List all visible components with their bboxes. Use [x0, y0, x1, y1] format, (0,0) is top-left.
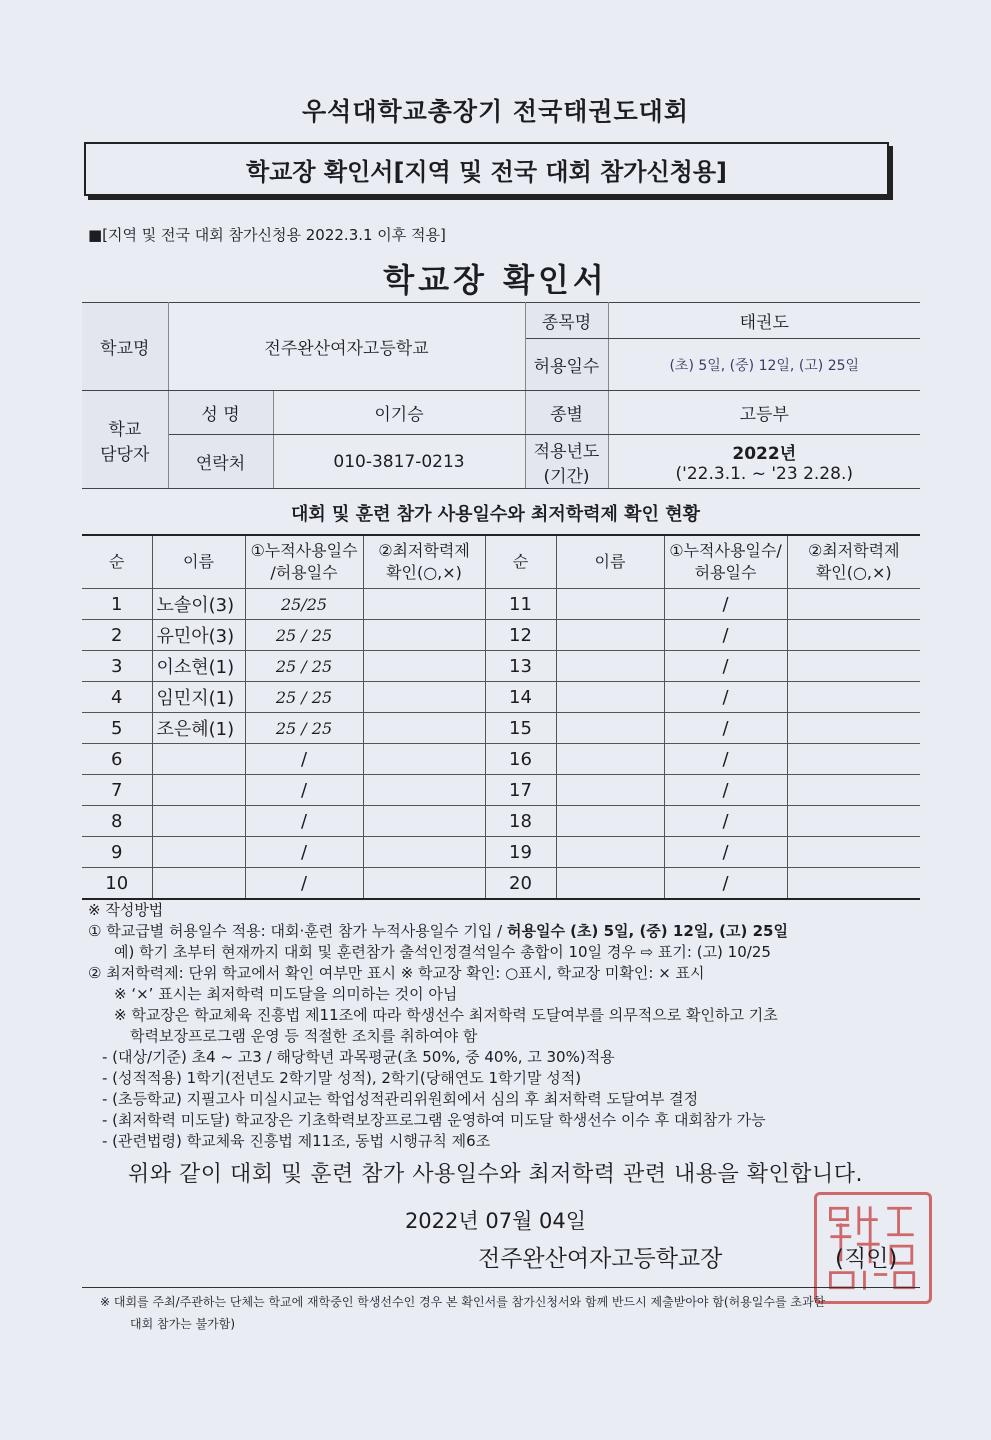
row-check-2	[787, 806, 920, 837]
row-no-2: 11	[485, 589, 556, 620]
staff-label-line2: 담당자	[100, 444, 150, 465]
header-check-line2: 확인(○,×)	[386, 563, 462, 582]
row-no-2: 15	[485, 713, 556, 744]
row-check-2	[787, 682, 920, 713]
row-check-2	[787, 775, 920, 806]
table-row	[82, 589, 920, 620]
header-name: 이름	[152, 535, 245, 589]
permit-value: (초) 5일, (중) 12일, (고) 25일	[608, 339, 920, 391]
row-days-2: /	[664, 775, 787, 806]
issue-date: 2022년 07월 04일	[404, 1209, 587, 1233]
row-name	[152, 806, 245, 837]
note-grades: - (성적적용) 1학기(전년도 2학기말 성적), 2학기(당해연도 1학기말 성적)	[102, 1069, 582, 1087]
note-target: - (대상/기준) 초4 ~ 고3 / 해당학년 과목평균(초 50%, 중 40%, 고 30%)적용	[102, 1048, 615, 1066]
note-1-example: 예) 학기 초부터 현재까지 대회 및 훈련참가 출석인정결석일수 총합이 10일 경우 ⇨ 표기: (고) 10/25	[114, 943, 771, 961]
contact-label: 연락처	[168, 435, 273, 489]
row-name: 임민지(1)	[152, 682, 245, 713]
apply-note: ■[지역 및 전국 대회 참가신청용 2022.3.1 이후 적용]	[88, 226, 446, 244]
row-name-2	[556, 713, 664, 744]
note-2-b: ※ 학교장은 학교체육 진흥법 제11조에 따라 학생선수 최저학력 도달여부를 의무적으로 확인하고 기초	[114, 1006, 778, 1024]
row-days-2: /	[664, 589, 787, 620]
year-value	[608, 435, 920, 489]
notes-heading: ※ 작성방법	[88, 901, 164, 919]
name-label: 성 명	[168, 391, 273, 435]
year-label-line2: (기간)	[543, 466, 590, 487]
row-check-2	[787, 713, 920, 744]
year-text: 2022년	[732, 444, 797, 464]
division-label: 종별	[525, 391, 608, 435]
row-no: 7	[82, 775, 152, 806]
note-2: ② 최저학력제: 단위 학교에서 확인 여부만 표시 ※ 학교장 확인: ○표시, 학교장 미확인: × 표시	[88, 964, 705, 982]
row-no-2: 18	[485, 806, 556, 837]
table-row	[82, 868, 920, 900]
header-name-2: 이름	[556, 535, 664, 589]
header-no: 순	[82, 535, 152, 589]
row-name	[152, 837, 245, 868]
header-check-line1: ②최저학력제	[378, 541, 470, 560]
row-name-2	[556, 682, 664, 713]
staff-label-line1: 학교	[108, 419, 142, 440]
note-law: - (관련법령) 학교체육 진흥법 제11조, 동법 시행규칙 제6조	[102, 1132, 491, 1150]
school-label: 학교명	[82, 303, 168, 391]
note-2-b-cont: 학력보장프로그램 운영 등 적절한 조치를 취하여야 함	[130, 1027, 478, 1045]
table-row	[82, 620, 920, 651]
note-elementary: - (초등학교) 지필고사 미실시교는 학업성적관리위원회에서 심의 후 최저학력 도달여부 결정	[102, 1090, 699, 1108]
note-1	[88, 921, 938, 942]
header-days-line2: /허용일수	[270, 563, 338, 582]
row-check-2	[787, 651, 920, 682]
row-name: 노솔이(3)	[152, 589, 245, 620]
row-check	[363, 775, 485, 806]
row-check	[363, 589, 485, 620]
row-no: 3	[82, 651, 152, 682]
instructions	[88, 900, 938, 1152]
row-days: /	[245, 837, 363, 868]
row-check	[363, 651, 485, 682]
note-1-permit: 허용일수 (초) 5일, (중) 12일, (고) 25일	[507, 922, 788, 940]
event-title: 우석대학교총장기 전국태권도대회	[302, 97, 689, 126]
row-no-2: 14	[485, 682, 556, 713]
row-days: 25 / 25	[245, 682, 363, 713]
header-check	[363, 535, 485, 589]
header-days2-line1: ①누적사용일수/	[669, 541, 782, 560]
row-name: 이소현(1)	[152, 651, 245, 682]
row-days: /	[245, 744, 363, 775]
row-check	[363, 806, 485, 837]
row-days-2: /	[664, 713, 787, 744]
row-name: 조은혜(1)	[152, 713, 245, 744]
row-check-2	[787, 620, 920, 651]
row-no-2: 12	[485, 620, 556, 651]
row-name	[152, 868, 245, 900]
row-days: /	[245, 775, 363, 806]
table-row	[82, 713, 920, 744]
row-days-2: /	[664, 620, 787, 651]
row-name-2	[556, 837, 664, 868]
permit-label: 허용일수	[525, 339, 608, 391]
table-row	[82, 682, 920, 713]
row-no: 5	[82, 713, 152, 744]
note-unmet: - (최저학력 미도달) 학교장은 기초학력보장프로그램 운영하여 미도달 학생선수 이수 후 대회참가 가능	[102, 1111, 766, 1129]
school-info-table	[82, 302, 920, 489]
sport-value: 태권도	[608, 303, 920, 339]
row-days-2: /	[664, 682, 787, 713]
footer-note	[100, 1291, 930, 1335]
row-no: 10	[82, 868, 152, 900]
row-check	[363, 744, 485, 775]
main-title: 학교장 확인서	[383, 261, 608, 299]
sport-label: 종목명	[525, 303, 608, 339]
row-no: 1	[82, 589, 152, 620]
row-days: 25 / 25	[245, 620, 363, 651]
roster-table	[82, 534, 920, 900]
row-days: 25/25	[245, 589, 363, 620]
row-days-2: /	[664, 868, 787, 900]
year-label-line1: 적용년도	[533, 441, 600, 462]
header-check-2	[787, 535, 920, 589]
row-days: /	[245, 868, 363, 900]
table-row	[82, 837, 920, 868]
row-no-2: 19	[485, 837, 556, 868]
row-no: 6	[82, 744, 152, 775]
row-days-2: /	[664, 837, 787, 868]
form-title-box	[84, 142, 889, 196]
seal-label: (직인)	[835, 1246, 898, 1272]
row-days-2: /	[664, 806, 787, 837]
school-name: 전주완산여자고등학교	[168, 303, 525, 391]
status-heading: 대회 및 훈련 참가 사용일수와 최저학력제 확인 현황	[290, 504, 700, 525]
row-check-2	[787, 589, 920, 620]
row-name	[152, 775, 245, 806]
header-check2-line1: ②최저학력제	[807, 541, 900, 560]
row-check-2	[787, 744, 920, 775]
row-name-2	[556, 589, 664, 620]
row-no-2: 20	[485, 868, 556, 900]
staff-name: 이기승	[273, 391, 525, 435]
principal-signature: 전주완산여자고등학교장	[478, 1246, 723, 1272]
header-days-line1: ①누적사용일수	[250, 541, 358, 560]
period-text: ('22.3.1. ~ '23 2.28.)	[675, 464, 853, 484]
row-name-2	[556, 868, 664, 900]
footer-divider	[82, 1287, 920, 1288]
row-name-2	[556, 806, 664, 837]
row-no: 2	[82, 620, 152, 651]
footer-line-1: ※ 대회를 주최/주관하는 단체는 학교에 재학중인 학생선수인 경우 본 확인서를 참가신청서와 함께 반드시 제출받아야 함(허용일수를 초과한	[100, 1295, 826, 1309]
row-name	[152, 744, 245, 775]
row-no: 9	[82, 837, 152, 868]
row-no: 4	[82, 682, 152, 713]
row-days: 25 / 25	[245, 651, 363, 682]
division-value: 고등부	[608, 391, 920, 435]
row-days: /	[245, 806, 363, 837]
row-check	[363, 713, 485, 744]
table-row	[82, 806, 920, 837]
row-check	[363, 620, 485, 651]
form-title: 학교장 확인서[지역 및 전국 대회 참가신청용]	[245, 157, 728, 186]
row-check	[363, 682, 485, 713]
row-check	[363, 868, 485, 900]
contact-value: 010-3817-0213	[273, 435, 525, 489]
staff-label	[82, 391, 168, 489]
row-no-2: 17	[485, 775, 556, 806]
row-days: 25 / 25	[245, 713, 363, 744]
confirmation-statement: 위와 같이 대회 및 훈련 참가 사용일수와 최저학력 관련 내용을 확인합니다.	[128, 1162, 863, 1187]
table-row	[82, 775, 920, 806]
header-days2-line2: 허용일수	[694, 563, 757, 582]
row-no: 8	[82, 806, 152, 837]
row-days-2: /	[664, 744, 787, 775]
row-check	[363, 837, 485, 868]
table-row	[82, 651, 920, 682]
row-name-2	[556, 775, 664, 806]
footer-line-2: 대회 참가는 불가함)	[130, 1317, 236, 1331]
row-name-2	[556, 620, 664, 651]
row-days-2: /	[664, 651, 787, 682]
row-name: 유민아(3)	[152, 620, 245, 651]
note-1-text: ① 학교급별 허용일수 적용: 대회·훈련 참가 누적사용일수 기입 /	[88, 922, 507, 940]
header-days	[245, 535, 363, 589]
year-label	[525, 435, 608, 489]
row-check-2	[787, 868, 920, 900]
header-check2-line2: 확인(○,×)	[815, 563, 892, 582]
row-no-2: 16	[485, 744, 556, 775]
row-check-2	[787, 837, 920, 868]
note-2-a: ※ ‘×’ 표시는 최저학력 미도달을 의미하는 것이 아님	[114, 985, 458, 1003]
table-row	[82, 744, 920, 775]
row-no-2: 13	[485, 651, 556, 682]
header-no-2: 순	[485, 535, 556, 589]
header-days-2	[664, 535, 787, 589]
row-name-2	[556, 744, 664, 775]
row-name-2	[556, 651, 664, 682]
